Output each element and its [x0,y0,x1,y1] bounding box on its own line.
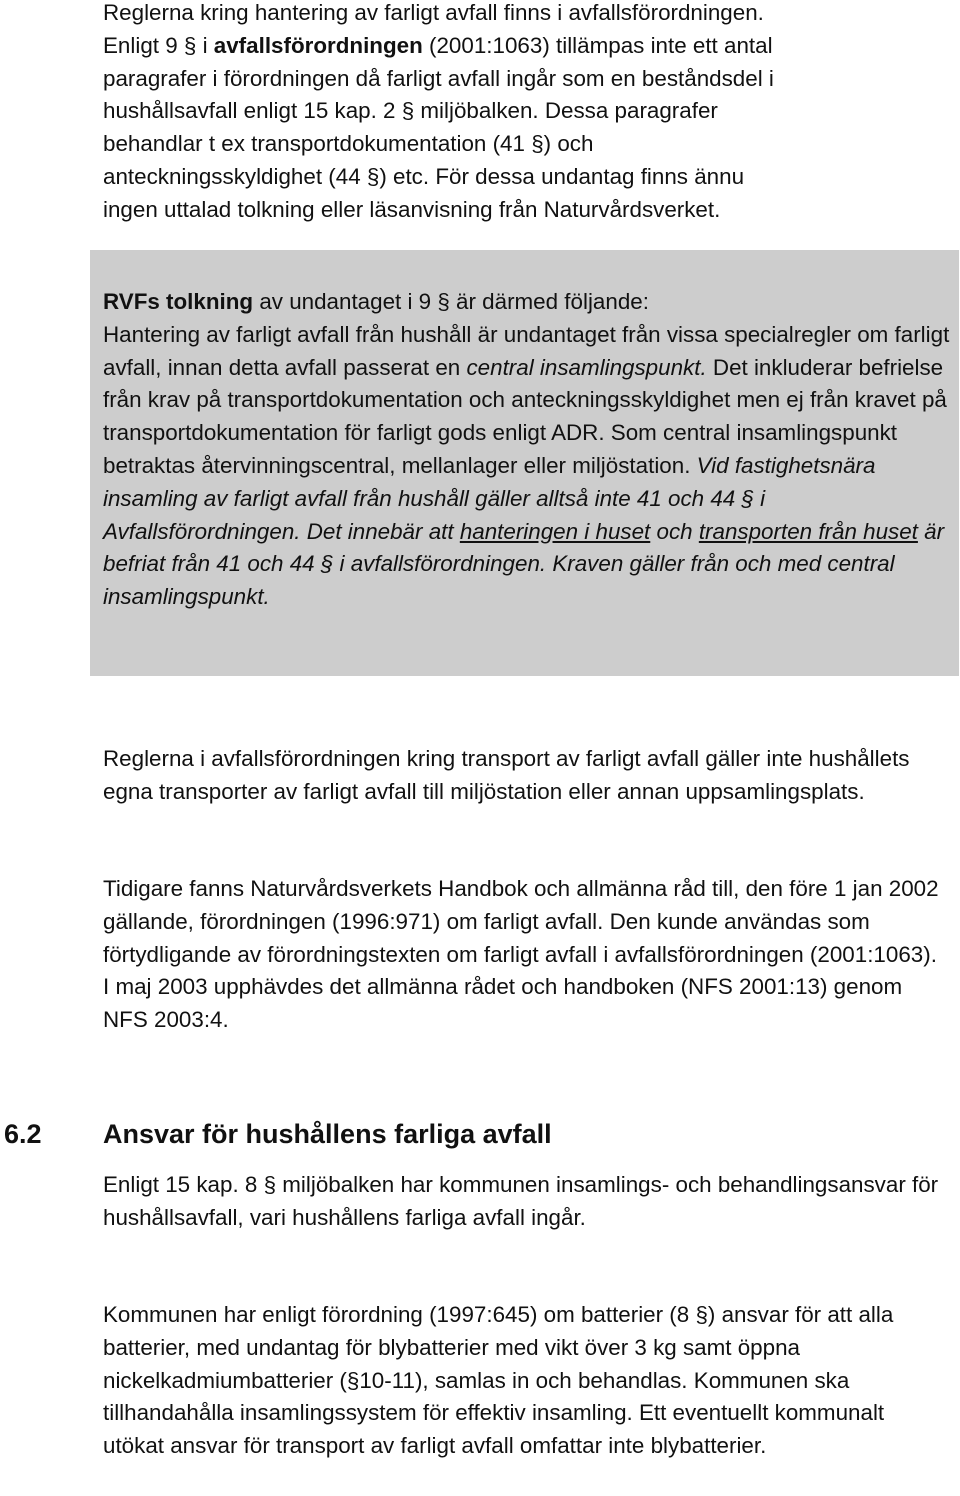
section-sign: § [183,32,197,58]
section-sign: § [695,1302,708,1327]
section-sign: § [531,131,544,157]
callout-text [103,286,953,614]
section-sign: § [366,163,380,189]
text-line: Reglerna kring hantering av farligt avfall finns i avfallsförordningen. [103,0,764,25]
text-line: anteckningsskyldighet (44 §) etc. För dessa undantag finns ännu [103,163,745,189]
text-line: behandlar t ex transportdokumentation (41 §) och [103,131,594,157]
law-name: avfallsförordningen [213,32,423,58]
section-sign: § [741,485,754,511]
section-sign: § [346,1367,360,1393]
responsibility-paragraph: Enligt 15 kap. 8 § miljöbalken har kommunen insamlings- och behandlingsansvar för hushållsavfall, vari hushållens farliga avfall ingår. [103,1172,939,1230]
text-line: Enligt 9 § i avfallsförordningen (2001:1063) tillämpas inte ett antal [103,32,773,58]
history-paragraph: Tidigare fanns Naturvårdsverkets Handbok och allmänna råd till, den före 1 jan 2002 gällande, förordningen (1996:971) om farligt avfall. Den kunde användas som förtydligande av förordningstexten om farligt avfall i avfallsförordningen (2001:1063). I maj 2003 upphävdes det allmänna rådet och handboken (NFS 2001:13) genom NFS 2003:4. [103,876,939,1033]
section-sign: § [320,551,334,577]
text-line: ingen uttalad tolkning eller läsanvisning från Naturvårdsverket. [103,196,721,222]
section-sign: § [437,289,450,314]
section-sign: § [401,98,415,124]
battery-paragraph: Kommunen har enligt förordning (1997:645) om batterier (8 §) ansvar för att alla batterier, med undantag för blybatterier med vikt över 3 kg samt öppna nickelkadmiumbatterier (§10-11), samlas in och behandlas. Kommunen ska tillhandahålla insamlingssystem för effektiv insamling. Ett eventuellt kommunalt utökat ansvar för transport av farligt avfall omfattar inte blybatterier. [103,1302,894,1459]
section-sign: § [263,1172,277,1197]
callout-lead: RVFs tolkning av undantaget i 9 § är därmed följande: [103,289,649,314]
intro-paragraph [103,0,948,227]
rvf-interpretation-box [90,250,959,676]
section-heading [0,1114,960,1154]
transport-paragraph: Reglerna i avfallsförordningen kring transport av farligt avfall gäller inte hushållets egna transporter av farligt avfall till miljöstation eller annan uppsamlingsplats. [103,746,910,804]
section-title: Ansvar för hushållens farliga avfall [103,1119,552,1149]
text-line: paragrafer i förordningen då farligt avfall ingår som en beståndsdel i [103,65,774,91]
callout-body: Hantering av farligt avfall från hushåll är undantaget från vissa specialregler om farligt avfall, innan detta avfall passerat en central insamlingspunkt. Det inkluderar befrielse från krav på transportdokumentation och anteckningsskyldighet men ej från kravet på transportdokumentation för farligt gods enligt ADR. Som central insamlingspunkt betraktas återvinningscentral, mellanlager eller miljöstation. Vid fastighetsnära insamling av farligt avfall från hushåll gäller alltså inte 41 och 44 § i Avfallsförordningen. Det innebär att hanteringen i huset och transporten från huset är befriat från 41 och 44 § i avfallsförordningen. Kraven gäller från och med central insamlingspunkt. [103,321,950,610]
text-line: hushållsavfall enligt 15 kap. 2 § miljöbalken. Dessa paragrafer [103,98,718,124]
callout-bold-lead: RVFs tolkning [103,289,254,314]
section-number: 6.2 [4,1119,42,1149]
